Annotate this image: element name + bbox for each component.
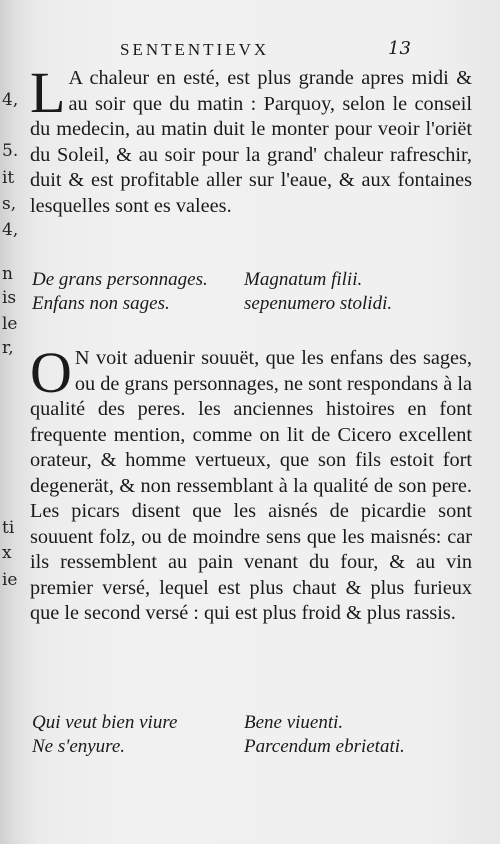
bleed-fragment: ti (2, 518, 15, 538)
bleed-fragment: it (2, 168, 15, 188)
proverb-french-line: Enfans non sages. (32, 293, 170, 314)
bleed-fragment: r, (2, 338, 14, 358)
proverb-french-line: Ne s'enyure. (32, 736, 126, 757)
bleed-fragment: 5. (2, 141, 19, 161)
proverb-2 (32, 711, 472, 759)
bleed-fragment: s, (2, 194, 17, 214)
page-header (0, 40, 500, 64)
proverb-french-line: De grans personnages. (32, 269, 208, 290)
drop-cap: O (30, 340, 72, 405)
proverb-latin-line: Bene viuenti. (244, 712, 344, 733)
facing-page-margin (0, 0, 19, 844)
page-number: 13 (388, 38, 411, 59)
proverb-latin-line: sepenumero stolidi. (244, 293, 393, 314)
bleed-fragment: is (2, 288, 17, 308)
running-head: SENTENTIEVX (120, 40, 270, 59)
bleed-fragment: 4, (2, 220, 19, 240)
proverb-latin-line: Parcendum ebrietati. (244, 736, 405, 757)
paragraph-2 (30, 340, 472, 627)
bleed-fragment: ie (2, 570, 18, 590)
bleed-fragment: n (2, 264, 13, 284)
drop-cap: L (30, 60, 66, 125)
paragraph-text: N voit aduenir souuët, que les enfans des sages, ou de grans personnages, ne sont respondans à la qualité des peres. les anciennes histoires en font frequente mention, comme on lit de Cicero excellent orateur, & homme vertueux, que son fils estoit fort degenerät, & non ressemblant à la qualité de son pere. Les picars disent que les aisnés de picardie sont souuent folz, ou de moindre sens que les maisnés: car ils ressemblent au pain venant du four, & au vin premier versé, lequel est plus chaut & plus furieux que le second versé : qui est plus froid & plus rassis. (30, 347, 472, 624)
proverb-french-line: Qui veut bien viure (32, 712, 178, 733)
bleed-fragment: le (2, 314, 18, 334)
proverb-1 (32, 268, 472, 316)
paragraph-text: A chaleur en esté, est plus grande apres midi & au soir que du matin : Parquoy, selon le conseil du medecin, au matin duit le monter pour veoir l'oriët du Soleil, & au soir pour la grand' chaleur rafreschir, duit & est profitable aller sur l'eaue, & aux fontaines lesquelles sont es valees. (30, 67, 472, 217)
proverb-latin-line: Magnatum filii. (244, 269, 363, 290)
bleed-fragment: 4, (2, 90, 19, 110)
paragraph-1 (30, 60, 472, 219)
bleed-fragment: x (2, 543, 12, 563)
